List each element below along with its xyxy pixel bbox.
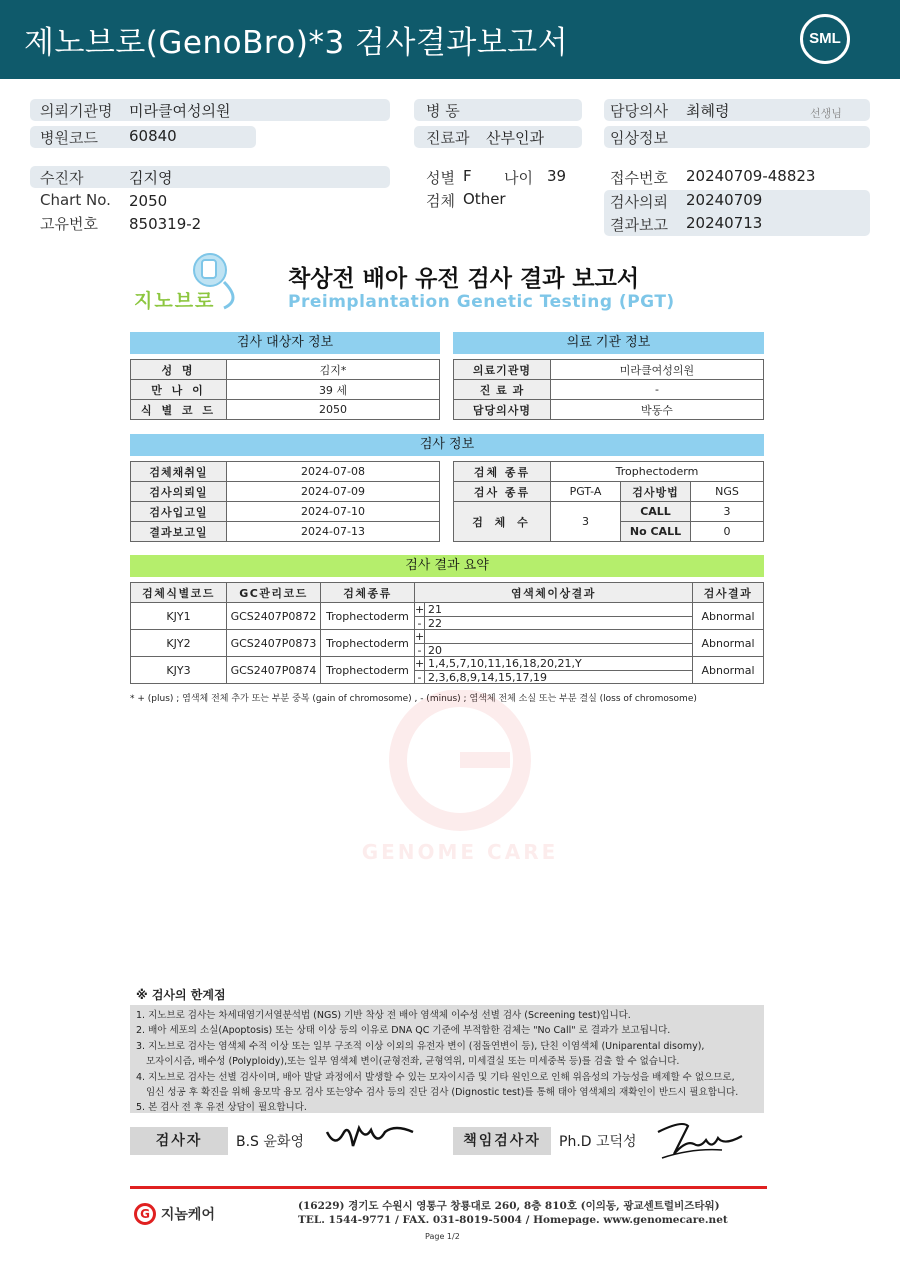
institution-value: - <box>551 380 764 400</box>
subject-heading: 검사 대상자 정보 <box>130 332 440 354</box>
hospital-label: 의뢰기관명 <box>40 102 113 120</box>
count-key: 검 체 수 <box>454 502 551 542</box>
summary-col-id: 검체식별코드 <box>131 583 227 603</box>
plus-sign: + <box>415 657 425 670</box>
count-value: 3 <box>551 502 621 542</box>
summary-footnote: * + (plus) ; 염색체 전체 추가 또는 부분 중복 (gain of chromosome) , - (minus) ; 염색체 전체 소실 또는 부분 결실 (loss of chromosome) <box>130 694 697 704</box>
call-key: CALL <box>621 502 691 522</box>
test-date-key: 검체채취일 <box>131 462 227 482</box>
sample-type: Trophectoderm <box>321 657 415 684</box>
hospital-code-label: 병원코드 <box>40 129 98 147</box>
subject-key: 식 별 코 드 <box>131 400 227 420</box>
abnormality-cell <box>415 657 693 684</box>
dept-label: 진료과 <box>426 129 470 147</box>
test-result: Abnormal <box>693 603 764 630</box>
minus-sign: - <box>415 671 425 683</box>
chart-value: 2050 <box>129 192 168 210</box>
institution-key: 진 료 과 <box>454 380 551 400</box>
test-date-key: 검사입고일 <box>131 502 227 522</box>
limitation-line: 5. 본 검사 전 후 유전 상담이 필요합니다. <box>136 1102 307 1114</box>
institution-row <box>454 400 764 420</box>
patient-label: 수진자 <box>40 169 84 187</box>
sample-type-value: Trophectoderm <box>551 462 764 482</box>
limitation-line: 4. 지노브로 검사는 선별 검사이며, 배아 발달 과정에서 발생할 수 있는 모자이시즘 및 기타 원인으로 인해 위음성의 가능성을 배제할 수 없으므로, <box>136 1071 735 1083</box>
hospital-value: 미라클여성의원 <box>129 102 231 120</box>
receipt-label: 접수번호 <box>610 169 668 187</box>
ward-label: 병 동 <box>426 102 460 120</box>
limitation-line: 3. 지노브로 검사는 염색체 수적 이상 또는 일부 구조적 이상 이외의 유전자 변이 (점돌연변이 등), 단친 이염색체 (Uniparental disomy), <box>136 1040 705 1052</box>
chief-examiner-label: 책임검사자 <box>453 1127 551 1155</box>
subject-row <box>131 360 440 380</box>
banner-title: 제노브로(GenoBro)*3 검사결과보고서 <box>24 25 569 61</box>
institution-row <box>454 360 764 380</box>
summary-row <box>131 657 764 684</box>
method-key: 검사방법 <box>621 482 691 502</box>
gain-chromosomes: 1,4,5,7,10,11,16,18,20,21,Y <box>428 657 582 670</box>
report-title-en: Preimplantation Genetic Testing (PGT) <box>288 292 675 312</box>
abnormality-cell <box>415 603 693 630</box>
genomecare-logo-mark: G <box>134 1203 156 1225</box>
nocall-key: No CALL <box>621 522 691 542</box>
gain-chromosomes: 21 <box>428 603 442 616</box>
sample-type: Trophectoderm <box>321 603 415 630</box>
subject-key: 만 나 이 <box>131 380 227 400</box>
age-label: 나이 <box>504 169 533 187</box>
test-date-value: 2024-07-10 <box>227 502 440 522</box>
subject-value: 김지* <box>227 360 440 380</box>
doctor-value: 최혜령 <box>686 102 730 120</box>
sex-label: 성별 <box>426 169 455 187</box>
test-date-value: 2024-07-08 <box>227 462 440 482</box>
test-dates-table <box>130 461 440 542</box>
doctor-label: 담당의사 <box>610 102 668 120</box>
specimen-label: 검체 <box>426 192 455 210</box>
genobro-logo-text: 지노브로 <box>134 290 216 312</box>
sample-id: KJY3 <box>131 657 227 684</box>
hospital-code-value: 60840 <box>129 127 177 145</box>
institution-heading: 의료 기관 정보 <box>453 332 764 354</box>
test-date-key: 검사의뢰일 <box>131 482 227 502</box>
address-line: (16229) 경기도 수원시 영통구 창룡대로 260, 8층 810호 (이의동, 광교센트럴비즈타워) <box>298 1200 720 1212</box>
test-date-row <box>131 502 440 522</box>
uid-label: 고유번호 <box>40 215 98 233</box>
limitation-line: 1. 지노브로 검사는 차세대염기서열분석법 (NGS) 기반 착상 전 배아 염색체 이수성 선별 검사 (Screening test)입니다. <box>136 1010 631 1021</box>
test-date-row <box>131 482 440 502</box>
sample-id: KJY2 <box>131 630 227 657</box>
chief-signature <box>652 1118 747 1166</box>
limitation-line: 임신 성공 후 확진을 위해 융모막 융모 검사 또는양수 검사 등의 진단 검사 (Dignostic test)를 통해 태아 염색체의 재확인이 반드시 필요합니다. <box>146 1087 739 1099</box>
loss-chromosomes: 20 <box>428 644 442 657</box>
dept-value: 산부인과 <box>486 129 544 147</box>
request-value: 20240709 <box>686 191 763 209</box>
test-type-value: PGT-A <box>551 482 621 502</box>
limitations-box <box>130 1005 764 1113</box>
loss-chromosomes: 2,3,6,8,9,14,15,17,19 <box>428 671 547 684</box>
summary-col-abnormality: 염색체이상결과 <box>415 583 693 603</box>
gc-code: GCS2407P0874 <box>227 657 321 684</box>
chart-label: Chart No. <box>40 191 111 209</box>
examiner-name: B.S 윤화영 <box>236 1134 304 1150</box>
page-number: Page 1/2 <box>425 1232 460 1241</box>
report-banner <box>0 0 900 79</box>
subject-row <box>131 400 440 420</box>
receipt-value: 20240709-48823 <box>686 167 816 185</box>
sex-value: F <box>463 167 472 185</box>
subject-value: 2050 <box>227 400 440 420</box>
sml-logo: SML <box>800 14 850 64</box>
test-date-row <box>131 462 440 482</box>
genomecare-logo <box>134 1203 215 1225</box>
patient-value: 김지영 <box>129 169 173 187</box>
footer-address <box>298 1199 728 1227</box>
loss-chromosomes: 22 <box>428 617 442 630</box>
report-title-ko: 착상전 배아 유전 검사 결과 보고서 <box>288 266 640 292</box>
test-type-key: 검사 종류 <box>454 482 551 502</box>
limitation-line: 2. 배아 세포의 소실(Apoptosis) 또는 상태 이상 등의 이유로 DNA QC 기준에 부적합한 검체는 "No Call" 로 결과가 보고됩니다. <box>136 1025 671 1037</box>
test-date-key: 결과보고일 <box>131 522 227 542</box>
call-value: 3 <box>691 502 764 522</box>
test-date-value: 2024-07-09 <box>227 482 440 502</box>
doctor-suffix: 선생님 <box>810 107 842 120</box>
method-value: NGS <box>691 482 764 502</box>
limitation-line: 모자이시즘, 배수성 (Polyploidy),또는 일부 염색체 변이(균형전좌, 균형역위, 미세결실 또는 미세중복 등)를 검출 할 수 없습니다. <box>146 1056 680 1068</box>
summary-row <box>131 603 764 630</box>
summary-col-gc: GC관리코드 <box>227 583 321 603</box>
institution-value: 박동수 <box>551 400 764 420</box>
sample-id: KJY1 <box>131 603 227 630</box>
subject-table <box>130 359 440 420</box>
age-value: 39 <box>547 167 567 185</box>
examiner-label: 검사자 <box>130 1127 228 1155</box>
abnormality-cell <box>415 630 693 657</box>
test-date-value: 2024-07-13 <box>227 522 440 542</box>
sample-type-key: 검체 종류 <box>454 462 551 482</box>
sample-type: Trophectoderm <box>321 630 415 657</box>
contact-line: TEL. 1544-9771 / FAX. 031-8019-5004 / Homepage. www.genomecare.net <box>298 1214 728 1226</box>
subject-row <box>131 380 440 400</box>
watermark-text: GENOME CARE <box>361 840 559 864</box>
test-detail-table <box>453 461 764 542</box>
test-result: Abnormal <box>693 657 764 684</box>
request-label: 검사의뢰 <box>610 193 668 211</box>
nocall-value: 0 <box>691 522 764 542</box>
clinical-label: 임상정보 <box>610 129 668 147</box>
chief-examiner-name: Ph.D 고덕성 <box>559 1134 637 1150</box>
institution-key: 의료기관명 <box>454 360 551 380</box>
subject-value: 39 세 <box>227 380 440 400</box>
specimen-value: Other <box>463 190 506 208</box>
summary-col-result: 검사결과 <box>693 583 764 603</box>
summary-heading: 검사 결과 요약 <box>130 555 764 577</box>
institution-row <box>454 380 764 400</box>
summary-col-type: 검체종류 <box>321 583 415 603</box>
institution-table <box>453 359 764 420</box>
minus-sign: - <box>415 617 425 629</box>
genome-care-watermark <box>360 690 560 870</box>
institution-key: 담당의사명 <box>454 400 551 420</box>
report-date-value: 20240713 <box>686 214 763 232</box>
test-info-heading: 검사 정보 <box>130 434 764 456</box>
plus-sign: + <box>415 603 425 616</box>
gc-code: GCS2407P0872 <box>227 603 321 630</box>
minus-sign: - <box>415 644 425 656</box>
plus-sign: + <box>415 630 425 643</box>
genomecare-logo-text: 지놈케어 <box>160 1207 215 1223</box>
subject-key: 성 명 <box>131 360 227 380</box>
uid-value: 850319-2 <box>129 215 202 233</box>
test-result: Abnormal <box>693 630 764 657</box>
genobro-logo <box>132 252 244 312</box>
limitations-title: ※ 검사의 한계점 <box>136 988 226 1002</box>
test-date-row <box>131 522 440 542</box>
footer-rule <box>130 1186 767 1189</box>
patient-row-bg <box>30 166 390 188</box>
institution-value: 미라클여성의원 <box>551 360 764 380</box>
report-date-label: 결과보고 <box>610 216 668 234</box>
gc-code: GCS2407P0873 <box>227 630 321 657</box>
gain-chromosomes <box>425 630 428 643</box>
summary-row <box>131 630 764 657</box>
summary-table <box>130 582 764 684</box>
examiner-signature <box>325 1118 420 1162</box>
